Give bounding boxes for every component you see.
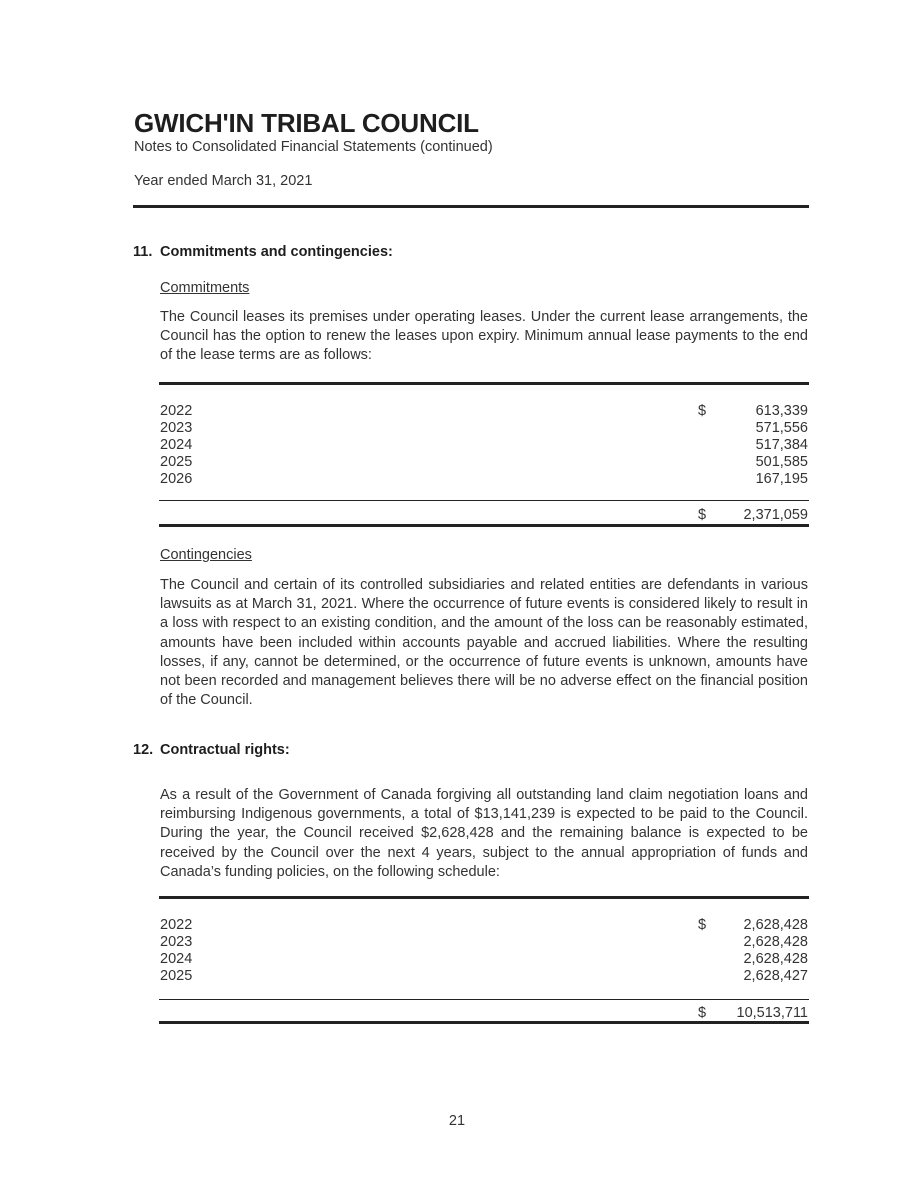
reporting-period: Year ended March 31, 2021: [134, 173, 313, 189]
commitments-total-bottom-rule: [159, 524, 809, 527]
commitments-paragraph: The Council leases its premises under operating leases. Under the current lease arrangements, the Council has the option to renew the leases upon expiry. Minimum annual lease payments to the end of the lease terms are as follows:: [160, 309, 808, 364]
currency-symbol: $: [698, 507, 707, 523]
contingencies-heading: Contingencies: [160, 547, 252, 563]
commitments-heading: Commitments: [160, 280, 250, 296]
document-subtitle: Notes to Consolidated Financial Statements (continued): [134, 139, 493, 155]
schedule-amount: 517,384: [755, 437, 808, 453]
table-row: [160, 437, 808, 454]
schedule-amount: 2,628,428: [743, 934, 808, 950]
organization-title: GWICH'IN TRIBAL COUNCIL: [134, 108, 479, 138]
section-12-title: Contractual rights:: [160, 742, 290, 758]
schedule-year: 2025: [160, 454, 193, 470]
section-12-heading: [133, 742, 290, 758]
table-row: [160, 420, 808, 437]
table-row: [160, 934, 808, 951]
table-row: [160, 403, 808, 420]
commitments-total-top-rule: [159, 500, 809, 501]
schedule-year: 2023: [160, 934, 193, 950]
commitments-total: 2,371,059: [743, 507, 808, 523]
schedule-amount: 2,628,428: [743, 917, 808, 933]
section-11-heading: [133, 244, 393, 260]
currency-symbol: $: [698, 1005, 707, 1021]
contractual-total-bottom-rule: [159, 1021, 809, 1024]
schedule-year: 2022: [160, 917, 193, 933]
schedule-year: 2024: [160, 437, 193, 453]
contingencies-paragraph: The Council and certain of its controlled subsidiaries and related entities are defendants in various lawsuits as at March 31, 2021. Where the occurrence of future events is considered likely to result in a loss with respect to an existing condition, and the amount of the loss can be reasonably estimated, amounts have been included within accounts payable and accrued liabilities. Where the resulting losses, if any, cannot be determined, or the occurrence of future events is unknown, amounts have not been recorded and management believes there will be no adverse effect on the financial position of the Council.: [160, 577, 808, 709]
schedule-year: 2024: [160, 951, 193, 967]
table-row: [160, 968, 808, 985]
contractual-rights-paragraph: As a result of the Government of Canada forgiving all outstanding land claim negotiation loans and reimbursing Indigenous governments, a total of $13,141,239 is expected to be paid to the Council. During the year, the Council received $2,628,428 and the remaining balance is expected to be received by the Council over the next 4 years, subject to the annual appropriation of funds and Canada’s funding policies, on the following schedule:: [160, 787, 808, 880]
commitments-table-top-rule: [159, 382, 809, 385]
contractual-schedule: [160, 917, 808, 985]
contractual-table-top-rule: [159, 896, 809, 899]
schedule-year: 2023: [160, 420, 193, 436]
schedule-year: 2025: [160, 968, 193, 984]
table-row: [160, 951, 808, 968]
schedule-amount: 167,195: [755, 471, 808, 487]
currency-symbol: $: [698, 403, 707, 419]
section-11-number: 11.: [133, 244, 153, 260]
contractual-total: 10,513,711: [736, 1005, 808, 1021]
page-number: 21: [448, 1113, 466, 1129]
section-11-title: Commitments and contingencies:: [160, 244, 393, 260]
schedule-amount: 2,628,428: [743, 951, 808, 967]
schedule-amount: 501,585: [755, 454, 808, 470]
commitments-schedule: [160, 403, 808, 488]
commitments-total-row: [160, 507, 808, 524]
table-row: [160, 471, 808, 488]
schedule-amount: 2,628,427: [743, 968, 808, 984]
section-12-number: 12.: [133, 742, 154, 758]
schedule-amount: 571,556: [755, 420, 808, 436]
contractual-total-row: [160, 1005, 808, 1022]
schedule-amount: 613,339: [755, 403, 808, 419]
header-divider: [133, 205, 809, 208]
table-row: [160, 454, 808, 471]
schedule-year: 2022: [160, 403, 193, 419]
table-row: [160, 917, 808, 934]
contractual-total-top-rule: [159, 999, 809, 1000]
schedule-year: 2026: [160, 471, 193, 487]
currency-symbol: $: [698, 917, 707, 933]
